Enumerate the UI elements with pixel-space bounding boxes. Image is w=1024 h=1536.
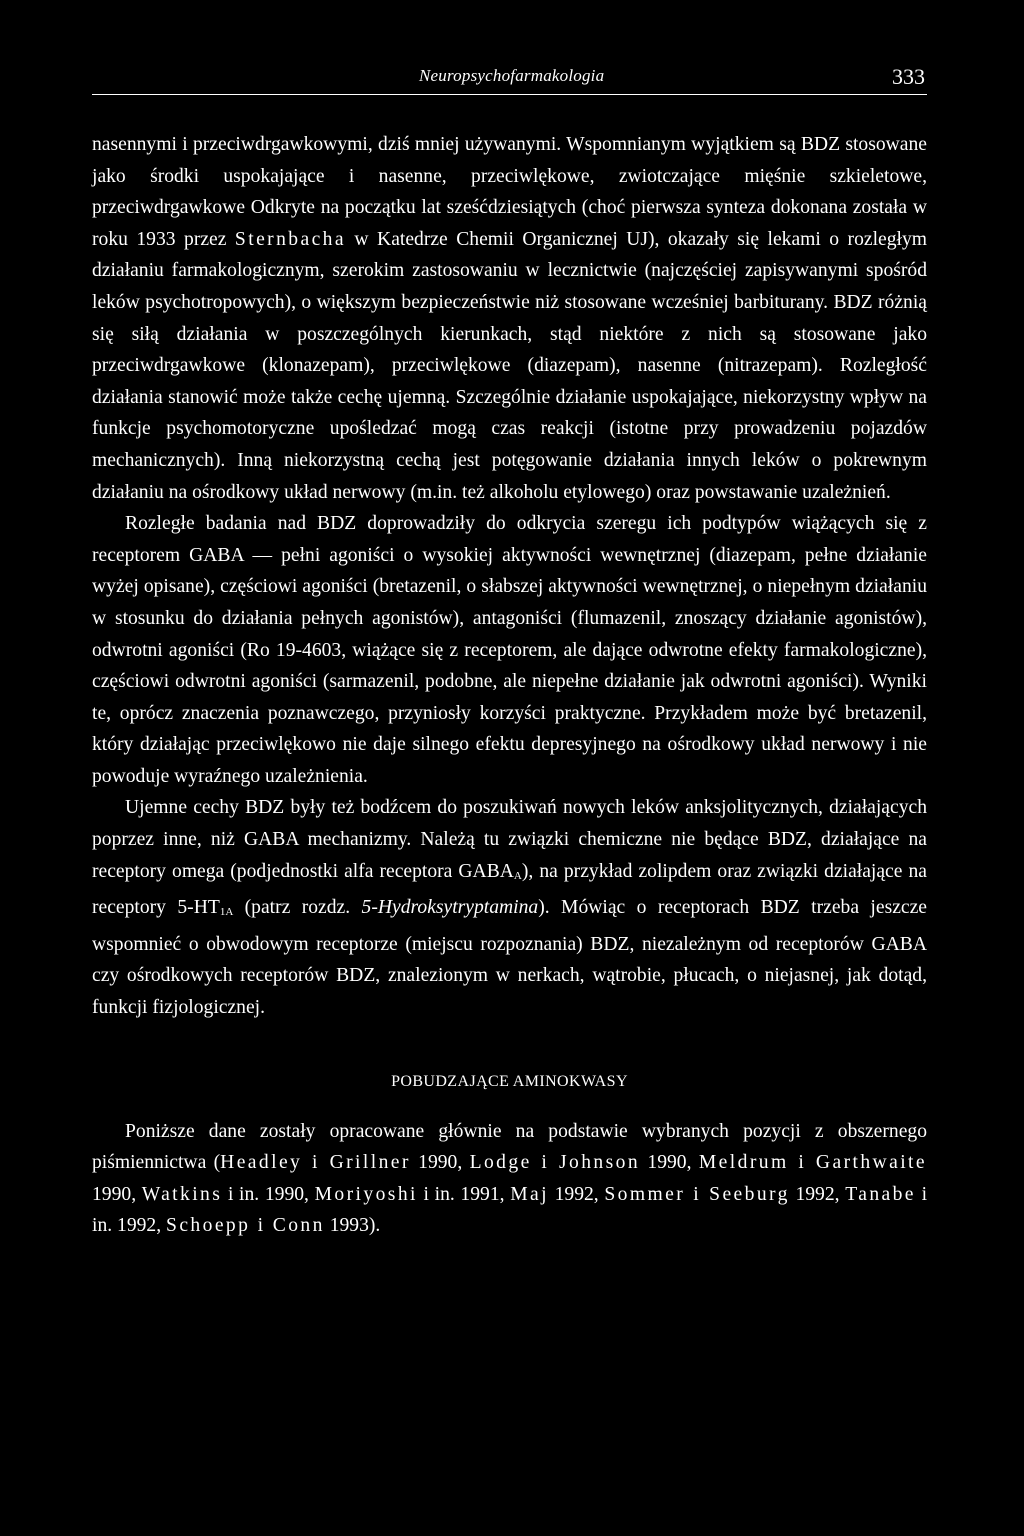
ref-text-1: Poniższe dane zostały opracowane głównie na podstawie wybranych pozycji z obszernego piśmiennictwa (: [92, 1120, 927, 1174]
ref-text-2: 1990,: [410, 1152, 470, 1174]
running-title: Neuropsychofarmakologia: [419, 66, 605, 85]
paragraph-3-text-c: (patrz rozdz.: [233, 897, 362, 919]
ref-author-4: Watkins: [141, 1183, 223, 1205]
subscript-1a: 1A: [219, 906, 234, 919]
paragraph-3-text-b: ), na przykład zolipdem oraz związki działające na receptory 5-HT: [92, 860, 927, 919]
ref-text-5: i in. 1990,: [222, 1183, 315, 1205]
ref-text-8: 1992,: [789, 1183, 846, 1205]
paragraph-continuation: [92, 129, 927, 508]
section-heading: POBUDZAJĄCE AMINOKWASY: [391, 1072, 628, 1090]
ref-author-8: Tanabe: [845, 1183, 916, 1205]
ref-text-6: i in. 1991,: [417, 1183, 511, 1205]
paragraph-bdz-subtypes: [92, 508, 927, 792]
author-name-sternbach: Sternbacha: [234, 228, 346, 250]
body-text: [92, 129, 927, 1242]
ref-author-1: Headley i Grillner: [220, 1152, 411, 1174]
ref-author-5: Moriyoshi: [314, 1183, 418, 1205]
ref-text-10: 1993).: [324, 1215, 381, 1237]
paragraph-references: [92, 1116, 927, 1242]
paragraph-3-text-d: ). Mówiąc o receptorach BDZ trzeba jeszcze wspomnieć o obwodowym receptorze (miejscu rozpoznania) BDZ, niezależnym od receptorów GABA czy ośrodkowych receptorów BDZ, znalezionym w nerkach, wątrobie, płucach, o niejasnej, jak dotąd, funkcji fizjologicznej.: [92, 897, 927, 1019]
ref-author-3: Meldrum i Garthwaite: [698, 1152, 927, 1174]
paragraph-1-text-a: nasennymi i przeciwdrgawkowymi, dziś mniej używanymi. Wspomnianym wyjątkiem są BDZ stosowane jako środki uspokajające i nasenne, przeciwlękowe, zwiotczające mięśnie szkieletowe, przeciwdrgawkowe Odkryte na początku lat sześćdziesiątych (choć pierwsza synteza dokonana została w roku 1933 przez: [92, 134, 927, 250]
ref-author-2: Lodge i Johnson: [469, 1152, 641, 1174]
book-page: [92, 64, 927, 1242]
paragraph-2-text: Rozległe badania nad BDZ doprowadziły do odkrycia szeregu ich podtypów wiążących się z receptorem GABA — pełni agoniści o wysokiej aktywności wewnętrznej (diazepam, pełne działanie wyżej opisane), częściowi agoniści (bretazenil, o słabszej aktywności wewnętrznej, o niepełnym działaniu w stosunku do działania pełnych agonistów), antagoniści (flumazenil, znoszący działanie agonistów), odwrotni agoniści (Ro 19-4603, wiążące się z receptorem, ale dające odwrotne efekty farmakologiczne), częściowi odwrotni agoniści (sarmazenil, podobne, ale niepełne działanie jak odwrotni agoniści). Wyniki te, oprócz znaczenia poznawczego, przyniosły korzyści praktyczne. Przykładem może być bretazenil, który działając przeciwlękowo nie daje silnego efektu depresyjnego na ośrodkowy układ nerwowy i nie powoduje wyraźnego uzależnienia.: [92, 513, 927, 787]
paragraph-1-text-b: w Katedrze Chemii Organicznej UJ), okazały się lekami o rozległym działaniu farmakologicznym, szerokim zastosowaniu w lecznictwie (najczęściej zapisywanymi spośród leków psychotropowych), o większym bezpieczeństwie niż stosowane wcześniej barbiturany. BDZ różnią się siłą działania w poszczególnych kierunkach, stąd niektóre z nich są stosowane jako przeciwdrgawkowe (klonazepam), przeciwlękowe (diazepam), nasenne (nitrazepam). Rozległość działania stanowić może także cechę ujemną. Szczególnie działanie uspokajające, niekorzystny wpływ na funkcje psychomotoryczne upośledzać mogą czas reakcji (istotne przy prowadzeniu pojazdów mechanicznych). Inną niekorzystną cechą jest potęgowanie działania innych leków o pokrewnym działaniu na ośrodkowy układ nerwowy (m.in. też alkoholu etylowego) oraz powstawanie uzależnień.: [92, 228, 927, 503]
chapter-reference: 5-Hydroksytryptamina: [361, 897, 539, 919]
ref-text-7: 1992,: [548, 1183, 605, 1205]
page-number: 333: [892, 64, 925, 89]
ref-text-4: 1990,: [92, 1183, 142, 1205]
ref-author-7: Sommer i Seeburg: [604, 1183, 790, 1205]
paragraph-negative-features: [92, 792, 927, 1023]
running-header: [92, 64, 927, 95]
ref-author-6: Maj: [510, 1183, 549, 1205]
ref-author-9: Schoepp i Conn: [166, 1215, 325, 1237]
ref-text-3: 1990,: [640, 1152, 699, 1174]
subscript-a: A: [513, 869, 522, 882]
ref-text-9: i in. 1992,: [92, 1183, 928, 1237]
paragraph-3-text-a: Ujemne cechy BDZ były też bodźcem do poszukiwań nowych leków anksjolitycznych, działających poprzez inne, niż GABA mechanizmy. Należą tu związki chemiczne nie będące BDZ, działające na receptory omega (podjednostki alfa receptora GABA: [92, 797, 927, 882]
